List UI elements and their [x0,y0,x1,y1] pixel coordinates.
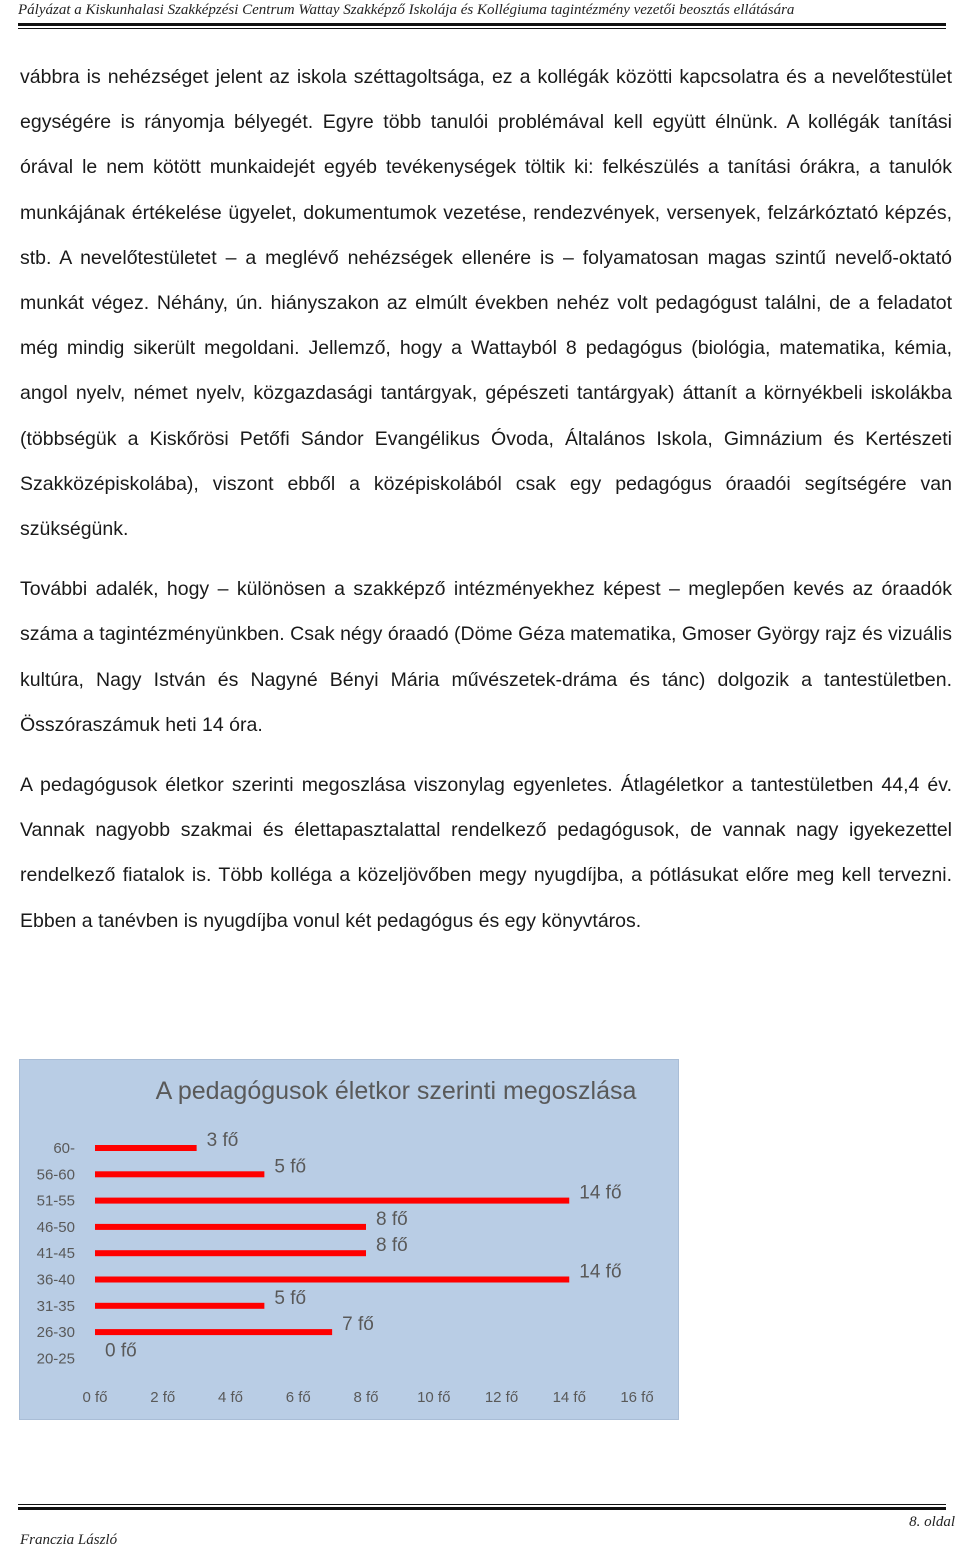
age-distribution-chart [19,1059,679,1420]
data-label: 5 fő [274,1287,307,1309]
footer-author: Franczia László [20,1532,118,1548]
bar [95,1277,569,1283]
header-rule-thin [18,28,946,29]
x-tick-label: 14 fő [552,1389,586,1406]
category-label: 41-45 [36,1245,75,1263]
x-tick-label: 6 fő [285,1389,311,1406]
x-tick-label: 10 fő [417,1389,451,1406]
x-tick-label: 16 fő [620,1389,654,1406]
page-header: Pályázat a Kiskunhalasi Szakképzési Centrum Wattay Szakképző Iskolája és Kollégiuma tagintézmény vezetői beosztás ellátására [18,2,795,18]
category-label: 60- [53,1140,75,1157]
category-label: 51-55 [36,1192,75,1210]
footer-rule [18,1507,946,1510]
data-label: 5 fő [274,1156,307,1178]
category-label: 31-35 [36,1297,75,1315]
category-label: 56-60 [36,1166,75,1184]
footer-rule-thin [18,1504,946,1505]
data-label: 7 fő [342,1314,374,1336]
bar [95,1303,264,1309]
data-label: 8 fő [376,1208,408,1230]
data-label: 0 fő [105,1340,137,1362]
paragraph-1: vábbra is nehézséget jelent az iskola széttagoltsága, ez a kollégák közötti kapcsolatra és a nevelőtestület egységére is rányomja bélyegét. Egyre több tanulói problémával kell együtt élnünk. A kollégák tanítási órával le nem kötött munkaidejét egyéb tevékenységek töltik ki: felkészülés a tanítási órákra, a tanulók munkájának értékelése ügyelet, dokumentumok vezetése, rendezvények, versenyek, felzárkóztató képzés, stb. A nevelőtestületet – a meglévő nehézségek ellenére is – folyamatosan magas szintű nevelő-oktató munkát végez. Néhány, ún. hiányszakon az elmúlt években nehéz volt pedagógust találni, de a feladatot még mindig sikerült megoldani. Jellemző, hogy a Wattayból 8 pedagógus (biológia, matematika, kémia, angol nyelv, német nyelv, közgazdasági tantárgyak, gépészeti tantárgyak) áttanít a környékbeli iskolákba (többségük a Kiskőrösi Petőfi Sándor Evangélikus Óvoda, Általános Iskola, Gimnázium és Kertészeti Szakközépiskolába), viszont ebből a középiskolából csak egy pedagógus óraadói segítségére van szükségünk. [20,66,952,541]
bar [95,1171,264,1177]
header-rule [18,23,946,26]
category-label: 46-50 [36,1218,75,1236]
body-text [20,55,952,959]
bar [95,1329,332,1335]
data-label: 14 fő [579,1182,622,1204]
chart-svg [20,1060,678,1419]
x-tick-label: 0 fő [82,1389,108,1406]
data-label: 8 fő [376,1235,408,1257]
data-label: 3 fő [206,1130,239,1151]
paragraph-2: További adalék, hogy – különösen a szakképző intézményekhez képest – meglepően kevés az óraadók száma a tagintézményünkben. Csak négy óraadó (Döme Géza matematika, Gmoser György rajz és vizuális kultúra, Nagy István és Nagyné Bényi Mária művészetek-dráma és tánc) dolgozik a tantestületben. Összóraszámuk heti 14 óra. [20,578,952,736]
bar [95,1250,366,1256]
x-tick-label: 2 fő [150,1389,176,1406]
category-label: 36-40 [36,1271,75,1289]
x-tick-label: 12 fő [484,1389,519,1406]
paragraph-3: A pedagógusok életkor szerinti megoszlása viszonylag egyenletes. Átlagéletkor a tantestületben 44,4 év. Vannak nagyobb szakmai és élettapasztalattal rendelkező pedagógusok, de vannak nagy igyekezettel rendelkező fiatalok is. Több kolléga a közeljövőben megy nyugdíjba, a pótlásukat előre meg kell tervezni. Ebben a tanévben is nyugdíjba vonul két pedagógus és egy könyvtáros. [20,774,952,932]
x-tick-label: 8 fő [353,1389,379,1406]
category-label: 26-30 [36,1324,75,1342]
data-label: 14 fő [579,1261,622,1283]
bar [95,1145,197,1151]
bar [95,1198,569,1204]
x-tick-label: 4 fő [217,1389,244,1406]
category-label: 20-25 [36,1350,75,1368]
chart-title: A pedagógusok életkor szerinti megoszlása [155,1077,637,1105]
page-number: 8. oldal [909,1514,955,1530]
bar [95,1224,366,1230]
